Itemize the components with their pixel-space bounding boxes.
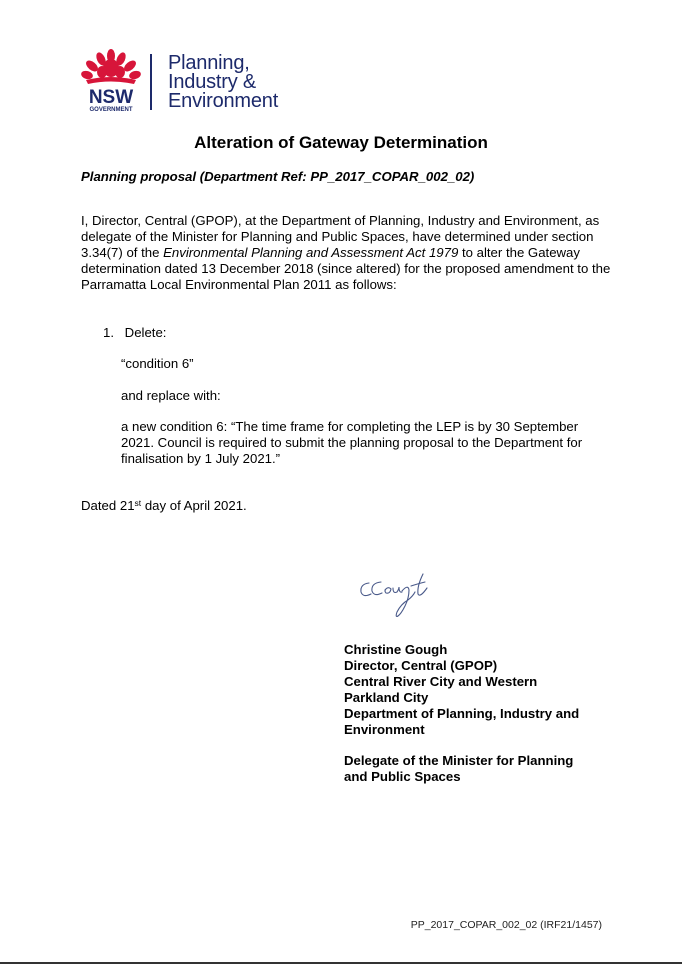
date-line — [81, 498, 247, 513]
date-ordinal: st — [134, 498, 142, 508]
new-condition-text: a new condition 6: “The time frame for completing the LEP is by 30 September 2021. Council is required to submit the planning proposal to the Department for finalisation by 1 July 2021.” — [121, 419, 583, 466]
handwritten-signature — [355, 570, 445, 620]
department-line-3: Environment — [168, 90, 279, 112]
government-wordmark: GOVERNMENT — [89, 107, 133, 112]
footer-reference: PP_2017_COPAR_002_02 (IRF21/1457) — [410, 919, 602, 931]
replace-with-text: and replace with: — [121, 388, 221, 403]
delegate-line-1: Delegate of the Minister for Planning — [344, 753, 574, 768]
delegate-block — [344, 753, 604, 785]
signatory-department-2: Environment — [344, 722, 425, 737]
waratah-icon — [80, 48, 142, 112]
signatory-division-2: Parkland City — [344, 690, 429, 705]
nsw-planning-logo — [80, 48, 278, 114]
date-suffix: day of April 2021. — [141, 498, 247, 513]
signatory-block — [344, 642, 604, 738]
signatory-name: Christine Gough — [344, 642, 448, 657]
act-name: Environmental Planning and Assessment Act 1979 — [163, 245, 459, 260]
department-line-1: Planning, — [168, 52, 250, 74]
signatory-role: Director, Central (GPOP) — [344, 658, 498, 673]
list-number: 1. — [103, 325, 114, 340]
department-line-2: Industry & — [168, 71, 257, 93]
date-prefix: Dated 21 — [81, 498, 135, 513]
document-title: Alteration of Gateway Determination — [194, 133, 488, 152]
document-subtitle: Planning proposal (Department Ref: PP_2017_COPAR_002_02) — [81, 169, 475, 184]
intro-text-2: to alter the Gateway determination dated 13 December 2018 (since altered) for the proposed amendment to the Parramatta Local Environmental Plan 2011 as follows: — [81, 245, 611, 292]
delegate-line-2: and Public Spaces — [344, 769, 461, 784]
department-wordmark — [168, 54, 278, 111]
list-item-text: Delete: — [124, 325, 167, 340]
nsw-wordmark: NSW — [88, 87, 134, 108]
intro-paragraph — [81, 213, 611, 293]
logo-divider — [150, 54, 152, 110]
signatory-division-1: Central River City and Western — [344, 674, 538, 689]
intro-text-1: I, Director, Central (GPOP), at the Department of Planning, Industry and Environment, as delegate of the Minister for Planning and Public Spaces, have determined under section 3.34(7) of the — [81, 213, 600, 260]
alteration-list-item — [103, 325, 166, 341]
signatory-department-1: Department of Planning, Industry and — [344, 706, 580, 721]
deleted-condition: “condition 6” — [121, 356, 194, 371]
